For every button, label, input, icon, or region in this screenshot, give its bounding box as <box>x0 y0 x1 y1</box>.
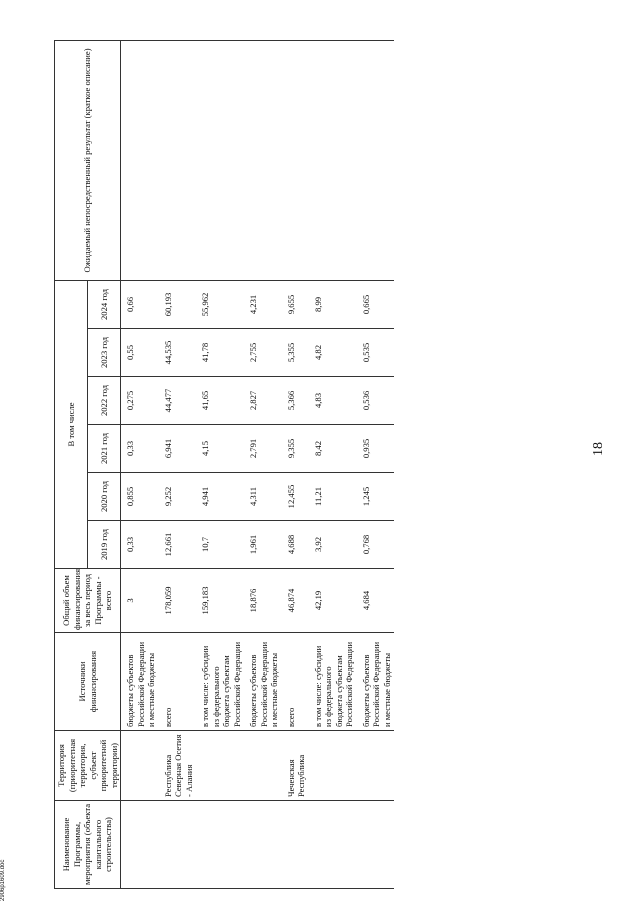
cell-source: в том числе: субсидии из федерального бюджета субъектам Российской Федерации <box>196 633 244 731</box>
table-row <box>244 40 282 888</box>
cell-value: 44,535 <box>159 329 197 377</box>
cell-name <box>244 801 282 889</box>
cell-territory <box>309 731 357 801</box>
cell-result <box>357 40 395 280</box>
header-year: 2022 год <box>88 377 121 425</box>
cell-name <box>159 801 197 889</box>
header-year: 2020 год <box>88 473 121 521</box>
cell-value: 5,355 <box>282 329 309 377</box>
cell-total: 178,059 <box>159 569 197 633</box>
cell-territory: Республика Северная Осетия - Алания <box>159 731 197 801</box>
cell-value: 11,21 <box>309 473 357 521</box>
cell-territory <box>244 731 282 801</box>
cell-result <box>309 40 357 280</box>
cell-source: всего <box>159 633 197 731</box>
cell-value: 0,33 <box>121 521 159 569</box>
header-result: Ожидаемый непосредственный результат (краткое описание) <box>55 40 121 280</box>
header-year: 2024 год <box>88 280 121 328</box>
cell-value: 0,768 <box>357 521 395 569</box>
cell-territory <box>357 731 395 801</box>
cell-name <box>357 801 395 889</box>
header-year: 2021 год <box>88 425 121 473</box>
cell-total: 4,684 <box>357 569 395 633</box>
cell-value: 8,99 <box>309 280 357 328</box>
cell-total: 46,874 <box>282 569 309 633</box>
table-row <box>121 40 159 888</box>
cell-source: в том числе: субсидии из федерального бюджета субъектам Российской Федерации <box>309 633 357 731</box>
cell-value: 60,193 <box>159 280 197 328</box>
cell-value: 5,366 <box>282 377 309 425</box>
header-year: 2023 год <box>88 329 121 377</box>
table-row <box>196 40 244 888</box>
cell-source: бюджеты субъектов Российской Федерации и местные бюджеты <box>244 633 282 731</box>
cell-value: 2,791 <box>244 425 282 473</box>
cell-value: 0,55 <box>121 329 159 377</box>
cell-value: 12,455 <box>282 473 309 521</box>
header-name: Наименование Программы, мероприятия (объекта капитального строительства) <box>55 801 121 889</box>
cell-territory <box>121 731 159 801</box>
cell-value: 2,755 <box>244 329 282 377</box>
cell-value: 2,827 <box>244 377 282 425</box>
cell-result <box>121 40 159 280</box>
cell-source: бюджеты субъектов Российской Федерации и местные бюджеты <box>121 633 159 731</box>
cell-value: 9,655 <box>282 280 309 328</box>
cell-name <box>196 801 244 889</box>
cell-result <box>282 40 309 280</box>
cell-value: 41,65 <box>196 377 244 425</box>
cell-source: всего <box>282 633 309 731</box>
cell-value: 44,477 <box>159 377 197 425</box>
table-row <box>309 40 357 888</box>
cell-total: 18,876 <box>244 569 282 633</box>
cell-territory <box>196 731 244 801</box>
cell-result <box>196 40 244 280</box>
cell-value: 4,82 <box>309 329 357 377</box>
cell-value: 4,83 <box>309 377 357 425</box>
cell-value: 0,66 <box>121 280 159 328</box>
cell-value: 12,661 <box>159 521 197 569</box>
financing-table <box>54 40 394 889</box>
table-row <box>282 40 309 888</box>
cell-value: 41,78 <box>196 329 244 377</box>
table-row <box>357 40 395 888</box>
cell-value: 4,941 <box>196 473 244 521</box>
cell-value: 0,935 <box>357 425 395 473</box>
cell-value: 4,311 <box>244 473 282 521</box>
document-code: 2906p1609.doc <box>0 859 6 901</box>
cell-value: 1,961 <box>244 521 282 569</box>
cell-territory: Чеченская Республика <box>282 731 309 801</box>
page-number: 18 <box>591 442 606 456</box>
header-total: Общий объем финансирования за весь период Программы - всего <box>55 569 121 633</box>
cell-value: 0,275 <box>121 377 159 425</box>
cell-value: 0,536 <box>357 377 395 425</box>
header-territory: Территория (приоритетная территория, субъект приоритетной территории) <box>55 731 121 801</box>
header-including: В том числе <box>55 280 88 568</box>
cell-value: 55,962 <box>196 280 244 328</box>
cell-value: 0,535 <box>357 329 395 377</box>
header-year: 2019 год <box>88 521 121 569</box>
header-sources: Источники финансирования <box>55 633 121 731</box>
cell-value: 8,42 <box>309 425 357 473</box>
cell-value: 6,941 <box>159 425 197 473</box>
cell-result <box>159 40 197 280</box>
cell-total: 159,183 <box>196 569 244 633</box>
cell-name <box>309 801 357 889</box>
cell-name <box>282 801 309 889</box>
table-row <box>159 40 197 888</box>
cell-value: 9,252 <box>159 473 197 521</box>
cell-total: 42,19 <box>309 569 357 633</box>
cell-value: 1,245 <box>357 473 395 521</box>
cell-value: 3,92 <box>309 521 357 569</box>
cell-value: 0,855 <box>121 473 159 521</box>
cell-value: 4,15 <box>196 425 244 473</box>
cell-value: 0,33 <box>121 425 159 473</box>
cell-name <box>121 801 159 889</box>
cell-source: бюджеты субъектов Российской Федерации и местные бюджеты <box>357 633 395 731</box>
cell-value: 0,665 <box>357 280 395 328</box>
cell-value: 4,231 <box>244 280 282 328</box>
cell-result <box>244 40 282 280</box>
cell-value: 4,688 <box>282 521 309 569</box>
cell-total: 3 <box>121 569 159 633</box>
cell-value: 9,355 <box>282 425 309 473</box>
cell-value: 10,7 <box>196 521 244 569</box>
